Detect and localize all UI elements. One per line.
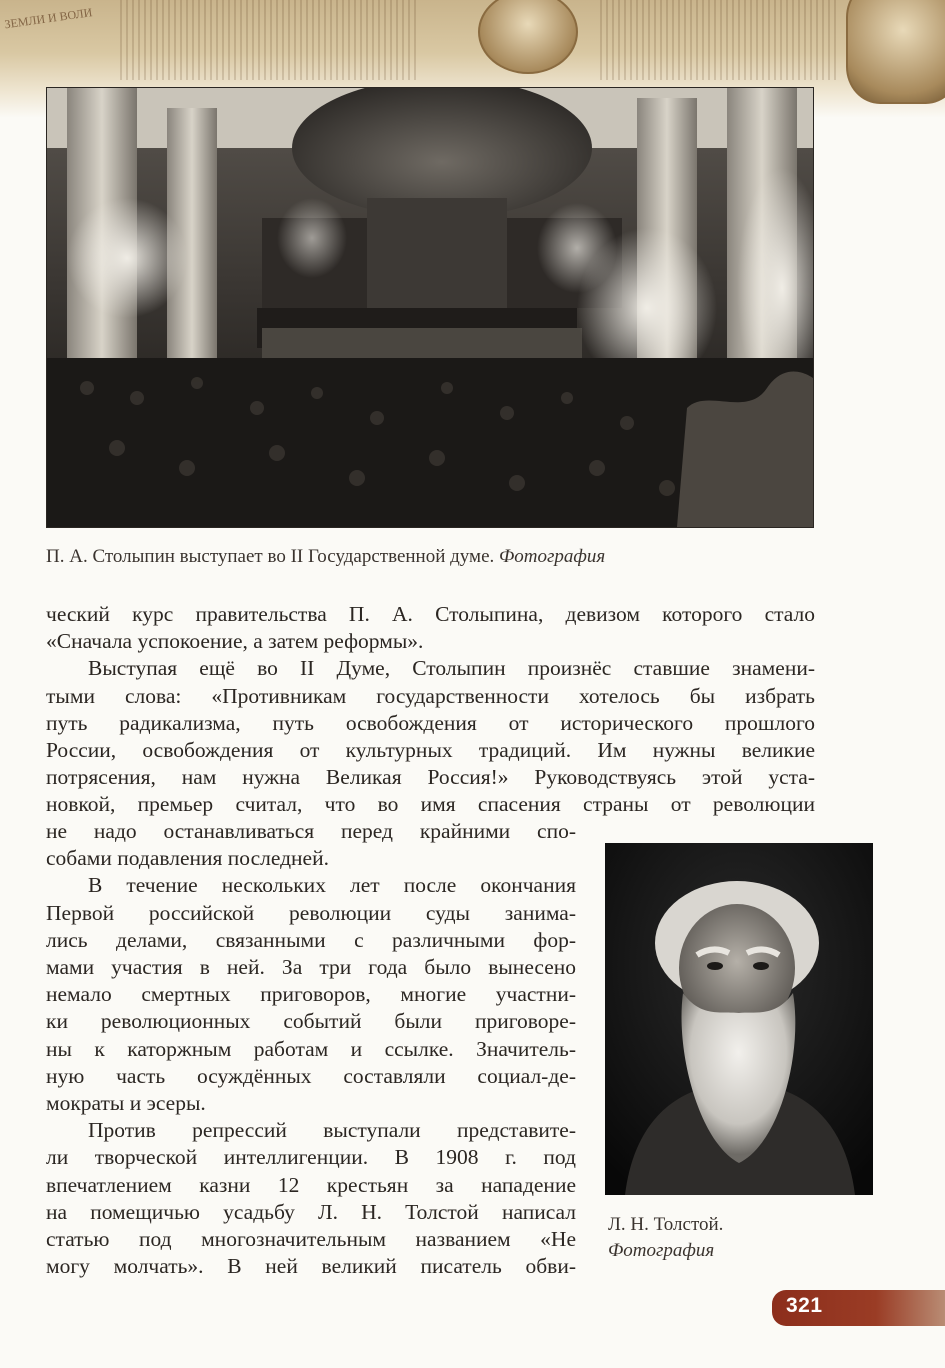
text-line: не надо останавливаться перед крайними спо- [46,819,576,843]
duma-caption-type: Фотография [499,546,606,567]
text-line: собами подавления последней. [46,846,329,871]
text-line: Против репрессий выступали представите- [88,1118,576,1143]
duma-caption-text: П. А. Столыпин выступает во II Государственной думе. [46,546,495,567]
text-line: путь радикализма, путь освобождения от исторического прошлого [46,710,815,735]
text-line: «Сначала успокоение, а затем реформы». [46,629,424,654]
header-stamp-text: ЗЕМЛИ И ВОЛИ [3,5,94,32]
text-line: мами участия в ней. За три года было вынесено [46,955,576,980]
tolstoy-photograph-image [605,843,873,1195]
text-line: ную часть осуждённых составляли социал-де- [46,1063,576,1088]
body-text-column [46,818,576,1280]
portrait-corner [846,0,945,104]
text-line: России, освобождения от культурных традиций. Им нужны великие [46,738,815,763]
duma-photo-caption [46,546,605,568]
engraving-crowd-left [120,0,420,80]
text-line: мократы и эсеры. [46,1091,206,1116]
text-line: Выступая ещё во II Думе, Столыпин произнёс ставшие знамени- [88,656,815,681]
duma-photograph [46,87,814,528]
text-line: на помещичью усадьбу Л. Н. Толстой написал [46,1199,576,1224]
text-line: лись делами, связанными с различными фор- [46,927,576,952]
portrait-medallion [478,0,578,74]
text-line: новкой, премьер считал, что во имя спасения страны от революции [46,792,815,817]
text-line: ли творческой интеллигенции. В 1908 г. под [46,1145,576,1170]
text-line: немало смертных приговоров, многие участни- [46,982,576,1007]
text-line: ки революционных событий были приговоре- [46,1009,576,1034]
text-line: впечатлением казни 12 крестьян за нападение [46,1172,576,1197]
text-line: ческий курс правительства П. А. Столыпина, девизом которого стало [46,602,815,626]
text-line: ны к каторжным работам и ссылке. Значитель- [46,1036,576,1061]
text-line: потрясения, нам нужна Великая Россия!» Руководствуясь этой уста- [46,765,815,790]
text-line: могу молчать». В ней великий писатель обви- [46,1254,576,1279]
body-text-full [46,601,815,819]
text-line: В течение нескольких лет после окончания [88,873,576,898]
tolstoy-caption-type: Фотография [608,1240,715,1261]
engraving-crowd-right [600,0,840,80]
text-line: Первой российской революции суды занима- [46,900,576,925]
tolstoy-caption-name: Л. Н. Толстой. [608,1214,724,1235]
duma-photograph-image [47,88,813,527]
text-line: тыми слова: «Противникам государственности хотелось бы избрать [46,683,815,708]
text-line: статью под многозначительным названием «Не [46,1227,576,1252]
tolstoy-photo-caption [608,1212,723,1264]
tolstoy-photograph [605,843,873,1195]
page-number: 321 [786,1294,823,1317]
